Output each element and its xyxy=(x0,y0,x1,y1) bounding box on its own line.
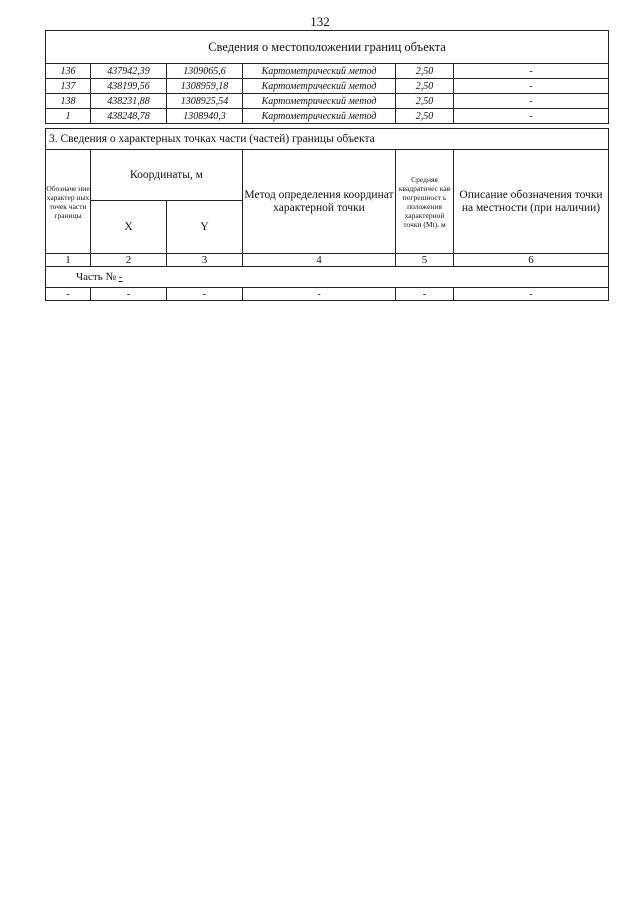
cell: - xyxy=(46,288,91,301)
col-header-description: Описание обозначения точки на местности (при наличии) xyxy=(454,150,609,254)
point-number: 138 xyxy=(46,94,91,109)
table-title: Сведения о местоположении границ объекта xyxy=(46,31,609,64)
point-description: - xyxy=(454,94,609,109)
cell: - xyxy=(454,288,609,301)
col-number: 5 xyxy=(396,254,454,267)
coord-y: 1308959,18 xyxy=(167,79,243,94)
coord-x: 438199,56 xyxy=(91,79,167,94)
part-label: Часть № xyxy=(76,271,116,283)
col-number: 4 xyxy=(243,254,396,267)
point-number: 1 xyxy=(46,109,91,124)
coord-x: 437942,39 xyxy=(91,64,167,79)
table-row xyxy=(46,288,609,301)
col-number: 6 xyxy=(454,254,609,267)
col-number: 3 xyxy=(167,254,243,267)
boundary-location-table xyxy=(45,30,609,124)
method: Картометрический метод xyxy=(243,64,396,79)
point-description: - xyxy=(454,109,609,124)
page-number: 132 xyxy=(310,14,330,29)
col-header-mt: Средняя квадратичес кая погрешност ь положения характерной точки (Мt), м xyxy=(396,150,454,254)
col-number: 1 xyxy=(46,254,91,267)
cell: - xyxy=(243,288,396,301)
method: Картометрический метод xyxy=(243,109,396,124)
table-row xyxy=(46,64,609,79)
coord-y: 1308940,3 xyxy=(167,109,243,124)
mt-error: 2,50 xyxy=(396,94,454,109)
table-row xyxy=(46,79,609,94)
point-number: 136 xyxy=(46,64,91,79)
point-description: - xyxy=(454,79,609,94)
table-row xyxy=(46,109,609,124)
mt-error: 2,50 xyxy=(396,79,454,94)
col-header-point-label: Обозначе ние характер ных точек части границы xyxy=(46,150,91,254)
col-header-coordinates: Координаты, м xyxy=(91,150,243,201)
part-number: - xyxy=(118,271,123,283)
mt-error: 2,50 xyxy=(396,109,454,124)
cell: - xyxy=(396,288,454,301)
cell: - xyxy=(91,288,167,301)
method: Картометрический метод xyxy=(243,79,396,94)
coord-x: 438231,88 xyxy=(91,94,167,109)
table-row xyxy=(46,94,609,109)
point-number: 137 xyxy=(46,79,91,94)
cell: - xyxy=(167,288,243,301)
mt-error: 2,50 xyxy=(396,64,454,79)
coord-x: 438248,78 xyxy=(91,109,167,124)
part-points-table xyxy=(45,128,609,301)
column-numbers-row xyxy=(46,254,609,267)
col-header-method: Метод определения координат характерной точки xyxy=(243,150,396,254)
col-header-x: X xyxy=(91,201,167,254)
coord-y: 1308925,54 xyxy=(167,94,243,109)
part-heading xyxy=(46,267,609,288)
col-header-y: Y xyxy=(167,201,243,254)
section-title: 3. Сведения о характерных точках части (частей) границы объекта xyxy=(46,129,609,150)
coord-y: 1309065,6 xyxy=(167,64,243,79)
col-number: 2 xyxy=(91,254,167,267)
method: Картометрический метод xyxy=(243,94,396,109)
point-description: - xyxy=(454,64,609,79)
